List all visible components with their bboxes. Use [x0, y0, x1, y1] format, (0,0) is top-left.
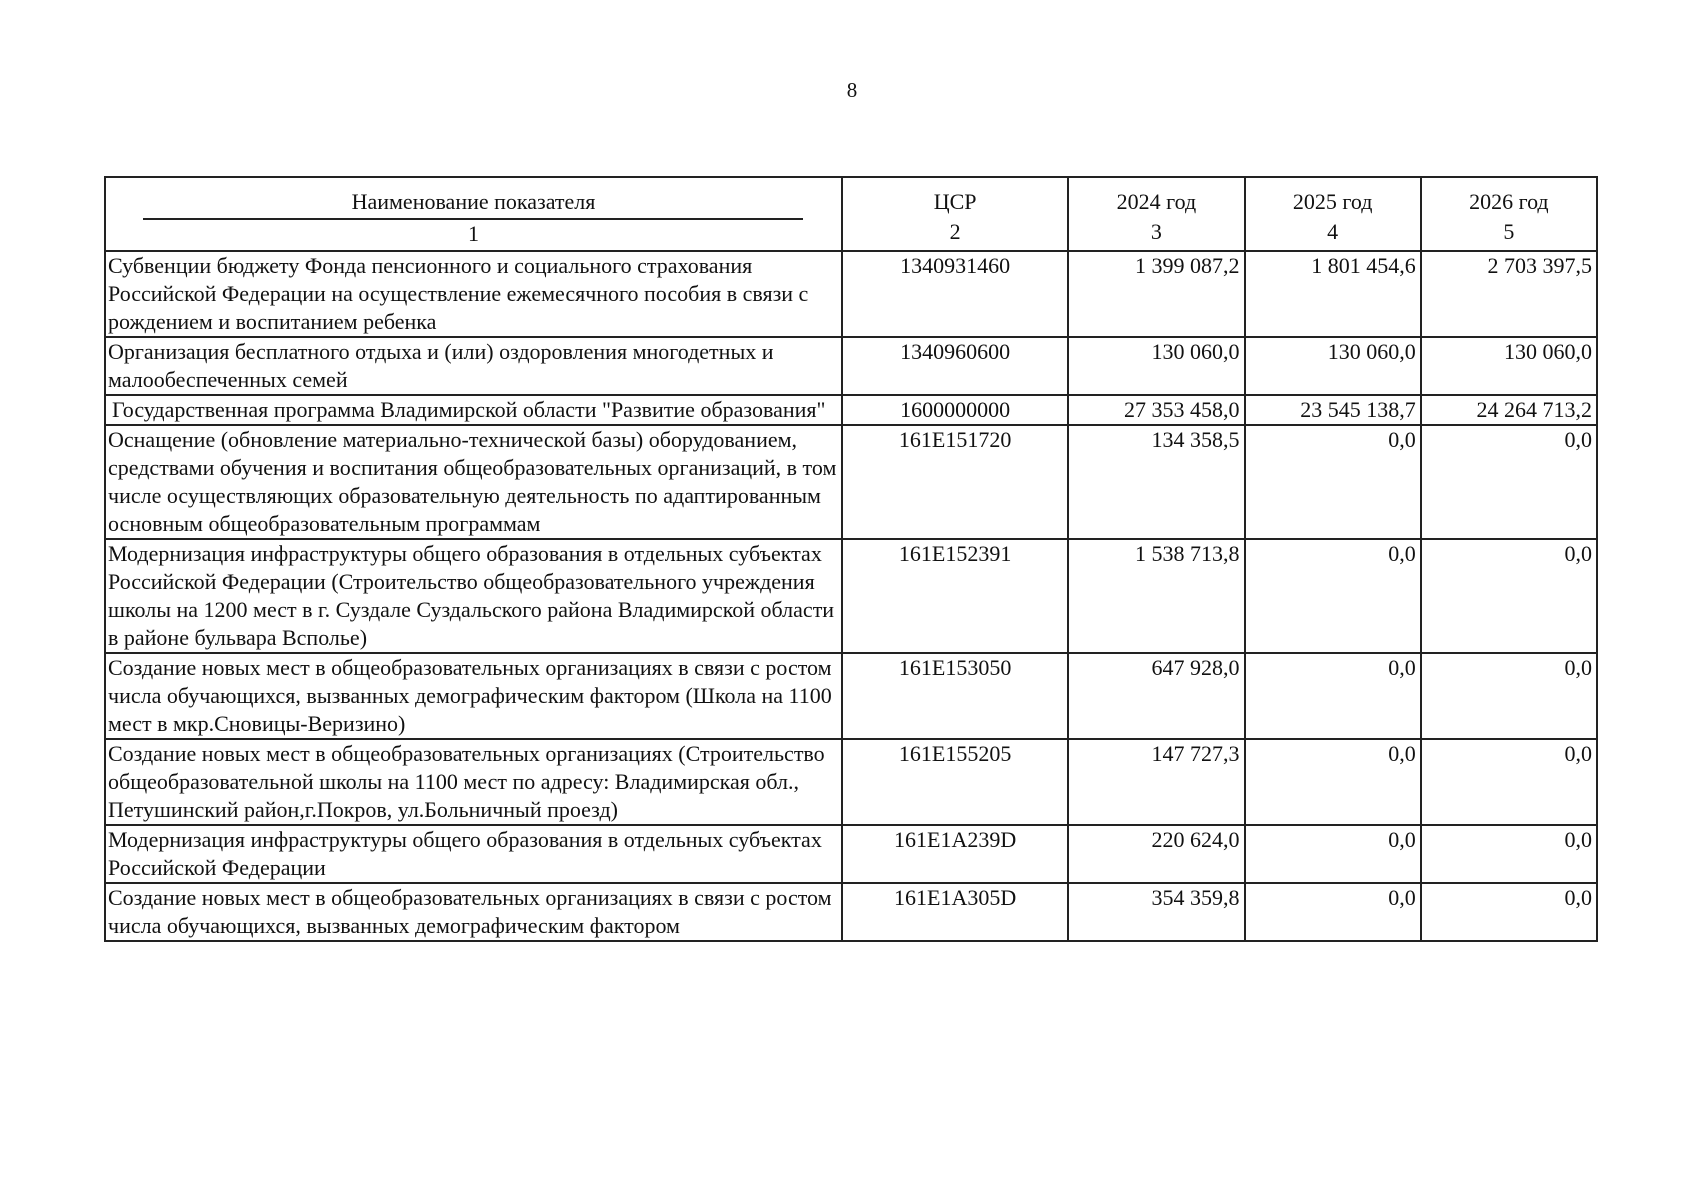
row-csr: 1340960600: [842, 337, 1068, 395]
header-2026: 2026 год: [1421, 177, 1597, 218]
row-value-2025: 0,0: [1245, 539, 1421, 653]
row-value-2024: 1 399 087,2: [1068, 251, 1244, 337]
column-number-1: 1: [105, 218, 842, 251]
page-number: 8: [846, 78, 858, 102]
column-number-5: 5: [1421, 218, 1597, 251]
row-value-2025: 1 801 454,6: [1245, 251, 1421, 337]
row-value-2024: 220 624,0: [1068, 825, 1244, 883]
table-row: [105, 251, 1597, 337]
row-value-2026: 0,0: [1421, 653, 1597, 739]
row-value-2026: 0,0: [1421, 739, 1597, 825]
row-name: Создание новых мест в общеобразовательных организациях в связи с ростом числа обучающихся, вызванных демографическим фактором (Школа на 1100 мест в мкр.Сновицы-Веризино): [105, 653, 842, 739]
row-name: Создание новых мест в общеобразовательных организациях в связи с ростом числа обучающихся, вызванных демографическим фактором: [105, 883, 842, 941]
row-csr: 161E151720: [842, 425, 1068, 539]
row-value-2025: 130 060,0: [1245, 337, 1421, 395]
row-name: Модернизация инфраструктуры общего образования в отдельных субъектах Российской Федерации (Строительство общеобразовательного учреждения школы на 1200 мест в г. Суздале Суздальского района Владимирской области в районе бульвара Всполье): [105, 539, 842, 653]
row-value-2026: 0,0: [1421, 883, 1597, 941]
header-row: [105, 177, 1597, 218]
table-body: [105, 251, 1597, 941]
table-row: [105, 825, 1597, 883]
row-value-2026: 2 703 397,5: [1421, 251, 1597, 337]
header-csr: ЦСР: [842, 177, 1068, 218]
header-name: Наименование показателя: [105, 177, 842, 218]
row-name: Создание новых мест в общеобразовательных организациях (Строительство общеобразовательной школы на 1100 мест по адресу: Владимирская обл., Петушинский район,г.Покров, ул.Больничный проезд): [105, 739, 842, 825]
row-value-2025: 0,0: [1245, 653, 1421, 739]
row-csr: 161E1A239D: [842, 825, 1068, 883]
row-csr: 1600000000: [842, 395, 1068, 425]
header-2025: 2025 год: [1245, 177, 1421, 218]
row-value-2024: 147 727,3: [1068, 739, 1244, 825]
table-row: [105, 539, 1597, 653]
row-csr: 161E153050: [842, 653, 1068, 739]
table-row: [105, 395, 1597, 425]
column-number-2: 2: [842, 218, 1068, 251]
table-row: [105, 425, 1597, 539]
row-value-2024: 1 538 713,8: [1068, 539, 1244, 653]
table-row: [105, 883, 1597, 941]
column-number-4: 4: [1245, 218, 1421, 251]
table-row: [105, 653, 1597, 739]
budget-table: [104, 176, 1598, 942]
column-number-row: [105, 218, 1597, 251]
table-row: [105, 337, 1597, 395]
row-value-2026: 0,0: [1421, 825, 1597, 883]
header-2024: 2024 год: [1068, 177, 1244, 218]
row-name: Субвенции бюджету Фонда пенсионного и социального страхования Российской Федерации на осуществление ежемесячного пособия в связи с рождением и воспитанием ребенка: [105, 251, 842, 337]
row-name: Государственная программа Владимирской области "Развитие образования": [105, 395, 842, 425]
row-value-2024: 354 359,8: [1068, 883, 1244, 941]
column-number-3: 3: [1068, 218, 1244, 251]
row-value-2026: 0,0: [1421, 539, 1597, 653]
row-value-2026: 0,0: [1421, 425, 1597, 539]
row-value-2025: 0,0: [1245, 425, 1421, 539]
row-csr: 1340931460: [842, 251, 1068, 337]
row-value-2026: 130 060,0: [1421, 337, 1597, 395]
row-value-2026: 24 264 713,2: [1421, 395, 1597, 425]
table-row: [105, 739, 1597, 825]
row-value-2024: 27 353 458,0: [1068, 395, 1244, 425]
row-name: Организация бесплатного отдыха и (или) оздоровления многодетных и малообеспеченных семей: [105, 337, 842, 395]
row-value-2025: 0,0: [1245, 739, 1421, 825]
row-csr: 161E1A305D: [842, 883, 1068, 941]
row-value-2025: 0,0: [1245, 825, 1421, 883]
row-csr: 161E152391: [842, 539, 1068, 653]
row-name: Оснащение (обновление материально-технической базы) оборудованием, средствами обучения и воспитания общеобразовательных организаций, в том числе осуществляющих образовательную деятельность по адаптированным основным общеобразовательным программам: [105, 425, 842, 539]
table-header: [105, 177, 1597, 251]
row-name: Модернизация инфраструктуры общего образования в отдельных субъектах Российской Федерации: [105, 825, 842, 883]
row-value-2025: 23 545 138,7: [1245, 395, 1421, 425]
row-csr: 161E155205: [842, 739, 1068, 825]
row-value-2024: 134 358,5: [1068, 425, 1244, 539]
row-value-2025: 0,0: [1245, 883, 1421, 941]
row-value-2024: 130 060,0: [1068, 337, 1244, 395]
row-value-2024: 647 928,0: [1068, 653, 1244, 739]
